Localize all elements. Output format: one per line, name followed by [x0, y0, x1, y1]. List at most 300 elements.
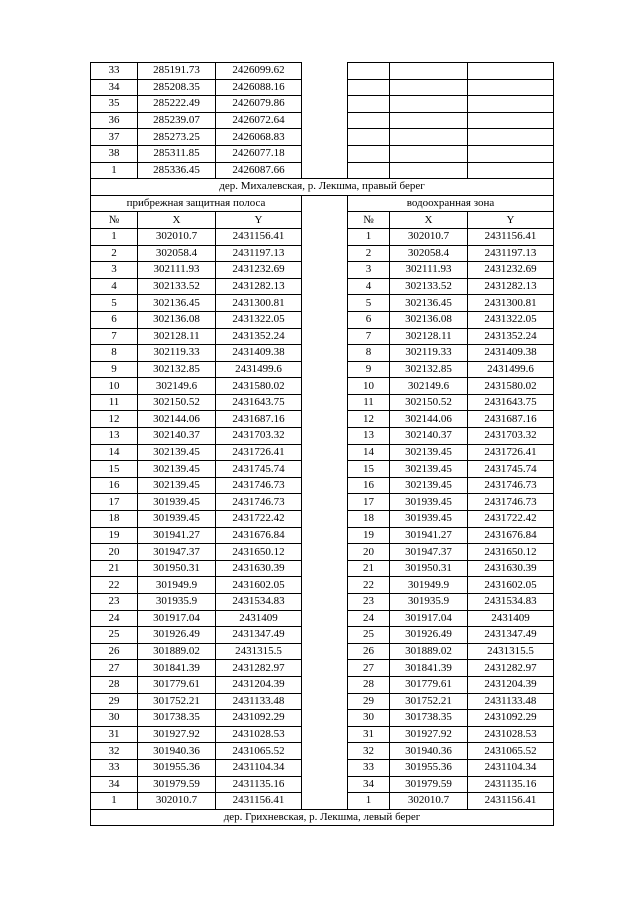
table-row — [91, 96, 554, 113]
coord-y: 2431687.16 — [468, 411, 554, 428]
section-title-row — [91, 809, 554, 826]
coord-y: 2431232.69 — [216, 262, 302, 279]
point-number: 8 — [91, 345, 138, 362]
right-subtitle: водоохранная зона — [348, 195, 554, 212]
coord-x: 301955.36 — [390, 759, 468, 776]
column-gap — [302, 643, 348, 660]
point-number: 3 — [348, 262, 390, 279]
column-gap — [302, 228, 348, 245]
column-gap — [302, 195, 348, 212]
column-gap — [302, 577, 348, 594]
table-row — [91, 461, 554, 478]
coord-y: 2431722.42 — [216, 511, 302, 528]
point-number: 17 — [348, 494, 390, 511]
point-number: 17 — [91, 494, 138, 511]
coord-y: 2431204.39 — [468, 676, 554, 693]
coord-y: 2426099.62 — [216, 63, 302, 80]
coord-x: 301738.35 — [390, 710, 468, 727]
coord-x: 302150.52 — [138, 394, 216, 411]
table-row — [91, 411, 554, 428]
coord-y: 2431092.29 — [216, 710, 302, 727]
coord-x: 301939.45 — [138, 511, 216, 528]
coord-x: 301779.61 — [138, 676, 216, 693]
coord-y: 2431650.12 — [468, 544, 554, 561]
point-number: 1 — [91, 162, 138, 179]
point-number: 1 — [348, 228, 390, 245]
table-row — [91, 278, 554, 295]
coord-x: 302136.08 — [390, 311, 468, 328]
empty-cell — [348, 129, 390, 146]
coord-y: 2431315.5 — [468, 643, 554, 660]
column-gap — [302, 494, 348, 511]
coord-y: 2431104.34 — [468, 759, 554, 776]
point-number: 19 — [91, 527, 138, 544]
column-gap — [302, 560, 348, 577]
point-number: 23 — [91, 594, 138, 611]
coord-y: 2431630.39 — [468, 560, 554, 577]
column-gap — [302, 295, 348, 312]
coord-y: 2431156.41 — [468, 228, 554, 245]
point-number: 16 — [91, 477, 138, 494]
table-row — [91, 361, 554, 378]
empty-cell — [390, 79, 468, 96]
point-number: 10 — [91, 378, 138, 395]
column-gap — [302, 345, 348, 362]
coord-x: 301939.45 — [390, 511, 468, 528]
column-gap — [302, 378, 348, 395]
point-number: 10 — [348, 378, 390, 395]
coord-y: 2431687.16 — [216, 411, 302, 428]
column-gap — [302, 262, 348, 279]
coord-y: 2431300.81 — [216, 295, 302, 312]
coord-y: 2431135.16 — [216, 776, 302, 793]
coord-x: 285273.25 — [138, 129, 216, 146]
coord-y: 2426068.83 — [216, 129, 302, 146]
coord-y: 2431409 — [468, 610, 554, 627]
coord-x: 301979.59 — [138, 776, 216, 793]
column-gap — [302, 79, 348, 96]
point-number: 19 — [348, 527, 390, 544]
table-row — [91, 693, 554, 710]
coord-x: 301889.02 — [138, 643, 216, 660]
coord-y: 2431409.38 — [216, 345, 302, 362]
coord-x: 301979.59 — [390, 776, 468, 793]
coord-x: 302111.93 — [138, 262, 216, 279]
coord-y: 2431322.05 — [216, 311, 302, 328]
coord-x: 302136.45 — [138, 295, 216, 312]
table-row — [91, 378, 554, 395]
column-gap — [302, 693, 348, 710]
column-gap — [302, 444, 348, 461]
table-row — [91, 643, 554, 660]
table-row — [91, 511, 554, 528]
point-number: 1 — [91, 228, 138, 245]
table-row — [91, 594, 554, 611]
point-number: 27 — [91, 660, 138, 677]
table-row — [91, 295, 554, 312]
point-number: 23 — [348, 594, 390, 611]
column-gap — [302, 461, 348, 478]
coord-y: 2426077.18 — [216, 145, 302, 162]
table-row — [91, 743, 554, 760]
coord-x: 301949.9 — [138, 577, 216, 594]
coord-x: 302140.37 — [138, 428, 216, 445]
point-number: 21 — [348, 560, 390, 577]
point-number: 9 — [348, 361, 390, 378]
coord-x: 302128.11 — [390, 328, 468, 345]
table-row — [91, 428, 554, 445]
point-number: 13 — [348, 428, 390, 445]
coord-x: 302119.33 — [390, 345, 468, 362]
coord-y: 2431643.75 — [216, 394, 302, 411]
empty-cell — [348, 96, 390, 113]
header-number: № — [91, 212, 138, 229]
coord-x: 301947.37 — [138, 544, 216, 561]
empty-cell — [468, 129, 554, 146]
coord-y: 2431746.73 — [468, 477, 554, 494]
table-row — [91, 577, 554, 594]
header-x: X — [390, 212, 468, 229]
table-row — [91, 494, 554, 511]
empty-cell — [348, 63, 390, 80]
point-number: 33 — [91, 63, 138, 80]
coord-y: 2431352.24 — [216, 328, 302, 345]
point-number: 28 — [348, 676, 390, 693]
coord-y: 2431282.13 — [216, 278, 302, 295]
point-number: 27 — [348, 660, 390, 677]
subtitle-row — [91, 195, 554, 212]
point-number: 33 — [91, 759, 138, 776]
coord-y: 2431133.48 — [216, 693, 302, 710]
column-gap — [302, 726, 348, 743]
empty-cell — [390, 129, 468, 146]
column-gap — [302, 96, 348, 113]
section-title: дер. Михалевская, р. Лекшма, правый берег — [91, 179, 554, 196]
coord-x: 301841.39 — [138, 660, 216, 677]
coord-x: 301940.36 — [138, 743, 216, 760]
coord-y: 2431282.97 — [468, 660, 554, 677]
point-number: 6 — [348, 311, 390, 328]
column-gap — [302, 544, 348, 561]
column-gap — [302, 527, 348, 544]
column-gap — [302, 328, 348, 345]
coord-x: 302128.11 — [138, 328, 216, 345]
table-row — [91, 129, 554, 146]
coord-x: 301917.04 — [138, 610, 216, 627]
coord-y: 2431065.52 — [468, 743, 554, 760]
column-gap — [302, 759, 348, 776]
coord-x: 302139.45 — [138, 444, 216, 461]
coord-x: 302149.6 — [138, 378, 216, 395]
coord-x: 302132.85 — [390, 361, 468, 378]
coord-x: 301949.9 — [390, 577, 468, 594]
empty-cell — [468, 63, 554, 80]
coord-y: 2431746.73 — [468, 494, 554, 511]
coord-y: 2431745.74 — [468, 461, 554, 478]
point-number: 29 — [348, 693, 390, 710]
coord-x: 301939.45 — [390, 494, 468, 511]
empty-cell — [390, 145, 468, 162]
header-x: X — [138, 212, 216, 229]
point-number: 34 — [91, 776, 138, 793]
coord-x: 301889.02 — [390, 643, 468, 660]
coord-x: 302010.7 — [138, 793, 216, 810]
coord-y: 2431676.84 — [468, 527, 554, 544]
point-number: 11 — [91, 394, 138, 411]
table-row — [91, 328, 554, 345]
point-number: 29 — [91, 693, 138, 710]
coord-y: 2431643.75 — [468, 394, 554, 411]
empty-cell — [390, 63, 468, 80]
coord-x: 301940.36 — [390, 743, 468, 760]
coord-x: 301947.37 — [390, 544, 468, 561]
point-number: 21 — [91, 560, 138, 577]
coord-x: 302139.45 — [138, 477, 216, 494]
point-number: 1 — [91, 793, 138, 810]
coord-y: 2431197.13 — [468, 245, 554, 262]
point-number: 2 — [348, 245, 390, 262]
coord-y: 2431746.73 — [216, 494, 302, 511]
column-gap — [302, 660, 348, 677]
point-number: 25 — [348, 627, 390, 644]
coord-x: 301939.45 — [138, 494, 216, 511]
table-row — [91, 245, 554, 262]
empty-cell — [468, 162, 554, 179]
point-number: 34 — [348, 776, 390, 793]
empty-cell — [348, 79, 390, 96]
coord-y: 2431282.13 — [468, 278, 554, 295]
point-number: 22 — [348, 577, 390, 594]
coord-y: 2431580.02 — [216, 378, 302, 395]
coord-x: 302140.37 — [390, 428, 468, 445]
coord-y: 2431347.49 — [468, 627, 554, 644]
point-number: 15 — [91, 461, 138, 478]
coord-x: 302149.6 — [390, 378, 468, 395]
coord-x: 302111.93 — [390, 262, 468, 279]
coord-y: 2431028.53 — [468, 726, 554, 743]
coord-y: 2431156.41 — [216, 793, 302, 810]
coord-y: 2426072.64 — [216, 112, 302, 129]
coord-y: 2431092.29 — [468, 710, 554, 727]
point-number: 4 — [348, 278, 390, 295]
coord-y: 2431534.83 — [216, 594, 302, 611]
column-gap — [302, 627, 348, 644]
coord-x: 302058.4 — [390, 245, 468, 262]
empty-cell — [348, 145, 390, 162]
coord-y: 2431722.42 — [468, 511, 554, 528]
coord-y: 2431156.41 — [468, 793, 554, 810]
coord-x: 301926.49 — [138, 627, 216, 644]
point-number: 25 — [91, 627, 138, 644]
coord-y: 2431315.5 — [216, 643, 302, 660]
coord-y: 2431300.81 — [468, 295, 554, 312]
point-number: 12 — [348, 411, 390, 428]
point-number: 16 — [348, 477, 390, 494]
coord-y: 2431726.41 — [216, 444, 302, 461]
column-gap — [302, 610, 348, 627]
coordinates-table — [90, 62, 554, 826]
table-row — [91, 759, 554, 776]
point-number: 36 — [91, 112, 138, 129]
table-row — [91, 627, 554, 644]
coord-y: 2431534.83 — [468, 594, 554, 611]
empty-cell — [390, 96, 468, 113]
table-row — [91, 345, 554, 362]
point-number: 6 — [91, 311, 138, 328]
coord-y: 2431156.41 — [216, 228, 302, 245]
table-row — [91, 544, 554, 561]
coord-x: 301941.27 — [138, 527, 216, 544]
table-row — [91, 793, 554, 810]
coord-y: 2431499.6 — [468, 361, 554, 378]
point-number: 31 — [348, 726, 390, 743]
coord-x: 285239.07 — [138, 112, 216, 129]
point-number: 30 — [348, 710, 390, 727]
header-y: Y — [216, 212, 302, 229]
table-row — [91, 726, 554, 743]
coord-y: 2431282.97 — [216, 660, 302, 677]
coord-y: 2431650.12 — [216, 544, 302, 561]
column-gap — [302, 162, 348, 179]
coord-x: 285222.49 — [138, 96, 216, 113]
coord-x: 301935.9 — [138, 594, 216, 611]
point-number: 11 — [348, 394, 390, 411]
coord-x: 301950.31 — [138, 560, 216, 577]
coord-x: 302150.52 — [390, 394, 468, 411]
point-number: 5 — [348, 295, 390, 312]
coord-y: 2431630.39 — [216, 560, 302, 577]
table-row — [91, 262, 554, 279]
table-row — [91, 63, 554, 80]
coord-y: 2431135.16 — [468, 776, 554, 793]
point-number: 22 — [91, 577, 138, 594]
column-gap — [302, 311, 348, 328]
coord-x: 302136.45 — [390, 295, 468, 312]
table-row — [91, 660, 554, 677]
point-number: 3 — [91, 262, 138, 279]
coord-x: 301935.9 — [390, 594, 468, 611]
coord-x: 301917.04 — [390, 610, 468, 627]
point-number: 5 — [91, 295, 138, 312]
column-gap — [302, 428, 348, 445]
coord-y: 2431726.41 — [468, 444, 554, 461]
point-number: 15 — [348, 461, 390, 478]
coord-x: 285191.73 — [138, 63, 216, 80]
coord-x: 302010.7 — [390, 228, 468, 245]
header-row — [91, 212, 554, 229]
point-number: 20 — [91, 544, 138, 561]
empty-cell — [348, 162, 390, 179]
table-row — [91, 610, 554, 627]
column-gap — [302, 710, 348, 727]
coord-y: 2431409 — [216, 610, 302, 627]
left-subtitle: прибрежная защитная полоса — [91, 195, 302, 212]
coord-y: 2431745.74 — [216, 461, 302, 478]
coord-x: 302119.33 — [138, 345, 216, 362]
point-number: 33 — [348, 759, 390, 776]
column-gap — [302, 411, 348, 428]
table-row — [91, 162, 554, 179]
column-gap — [302, 477, 348, 494]
coord-y: 2431197.13 — [216, 245, 302, 262]
coord-y: 2426087.66 — [216, 162, 302, 179]
coord-x: 302010.7 — [390, 793, 468, 810]
coord-x: 301752.21 — [390, 693, 468, 710]
column-gap — [302, 511, 348, 528]
point-number: 26 — [91, 643, 138, 660]
header-number: № — [348, 212, 390, 229]
table-row — [91, 311, 554, 328]
coord-y: 2431322.05 — [468, 311, 554, 328]
point-number: 35 — [91, 96, 138, 113]
coord-y: 2431499.6 — [216, 361, 302, 378]
coord-y: 2431204.39 — [216, 676, 302, 693]
table-row — [91, 394, 554, 411]
coord-x: 302133.52 — [138, 278, 216, 295]
table-row — [91, 444, 554, 461]
coord-x: 285311.85 — [138, 145, 216, 162]
table-row — [91, 228, 554, 245]
coord-x: 302139.45 — [390, 477, 468, 494]
column-gap — [302, 594, 348, 611]
coord-x: 301941.27 — [390, 527, 468, 544]
table-row — [91, 560, 554, 577]
column-gap — [302, 245, 348, 262]
column-gap — [302, 676, 348, 693]
table-row — [91, 79, 554, 96]
coord-x: 302144.06 — [390, 411, 468, 428]
table-row — [91, 710, 554, 727]
point-number: 8 — [348, 345, 390, 362]
table-row — [91, 676, 554, 693]
column-gap — [302, 63, 348, 80]
point-number: 7 — [348, 328, 390, 345]
coord-x: 301841.39 — [390, 660, 468, 677]
table-row — [91, 477, 554, 494]
coord-x: 302133.52 — [390, 278, 468, 295]
coord-x: 301752.21 — [138, 693, 216, 710]
coord-y: 2431347.49 — [216, 627, 302, 644]
coord-y: 2426079.86 — [216, 96, 302, 113]
coord-x: 301927.92 — [390, 726, 468, 743]
table-row — [91, 112, 554, 129]
coord-x: 302144.06 — [138, 411, 216, 428]
coord-y: 2431028.53 — [216, 726, 302, 743]
column-gap — [302, 278, 348, 295]
point-number: 18 — [91, 511, 138, 528]
coord-x: 302139.45 — [390, 461, 468, 478]
point-number: 37 — [91, 129, 138, 146]
point-number: 7 — [91, 328, 138, 345]
point-number: 20 — [348, 544, 390, 561]
coord-x: 302132.85 — [138, 361, 216, 378]
coord-x: 302139.45 — [390, 444, 468, 461]
coord-y: 2431232.69 — [468, 262, 554, 279]
coord-y: 2431703.32 — [216, 428, 302, 445]
table-row — [91, 527, 554, 544]
coord-x: 301926.49 — [390, 627, 468, 644]
coord-y: 2431104.34 — [216, 759, 302, 776]
coord-y: 2431746.73 — [216, 477, 302, 494]
empty-cell — [348, 112, 390, 129]
coord-y: 2431133.48 — [468, 693, 554, 710]
column-gap — [302, 145, 348, 162]
column-gap — [302, 776, 348, 793]
empty-cell — [468, 145, 554, 162]
empty-cell — [390, 112, 468, 129]
coord-y: 2431580.02 — [468, 378, 554, 395]
coord-x: 301950.31 — [390, 560, 468, 577]
